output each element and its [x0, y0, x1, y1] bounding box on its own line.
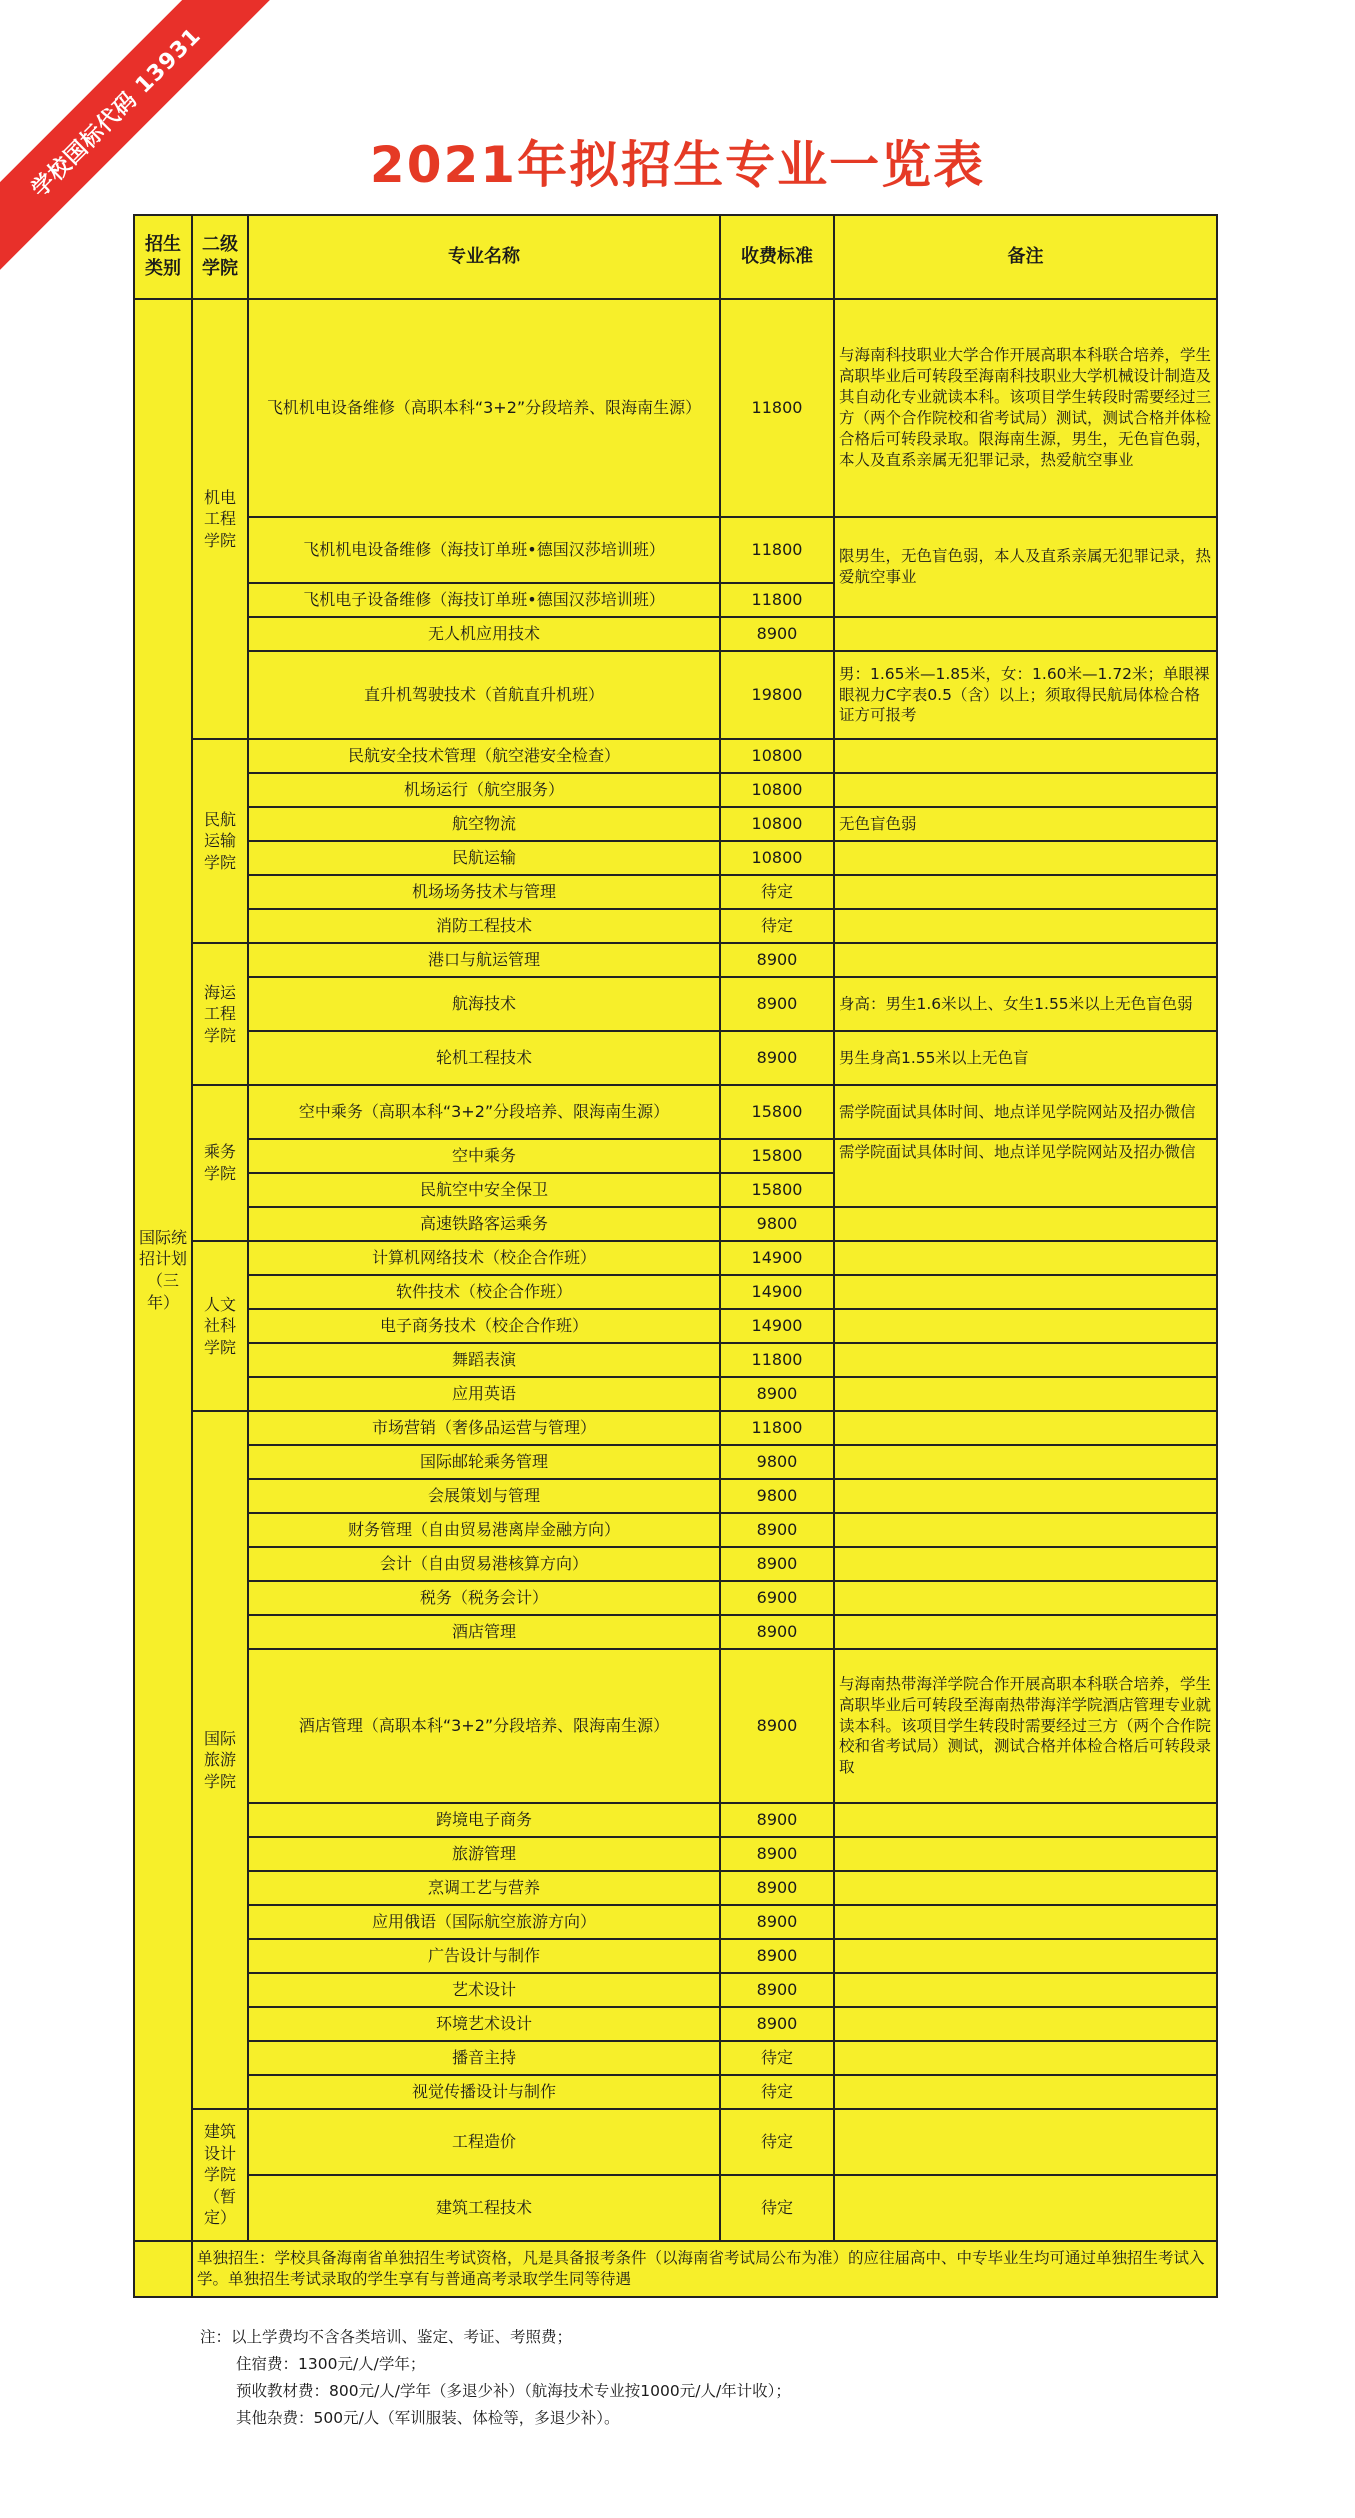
table-row — [134, 977, 1217, 1031]
table-row — [134, 2041, 1217, 2075]
table-row — [134, 841, 1217, 875]
major-cell: 航空物流 — [248, 807, 720, 841]
note-cell — [834, 1905, 1217, 1939]
college-cell: 人文社科学院 — [192, 1241, 248, 1411]
major-cell: 飞机机电设备维修（海技订单班•德国汉莎培训班） — [248, 517, 720, 583]
table-row — [134, 1803, 1217, 1837]
table-row — [134, 1837, 1217, 1871]
note-cell — [834, 909, 1217, 943]
note-cell: 需学院面试具体时间、地点详见学院网站及招办微信 — [834, 1085, 1217, 1139]
note-cell: 男生身高1.55米以上无色盲 — [834, 1031, 1217, 1085]
table-row — [134, 2175, 1217, 2241]
college-cell: 乘务学院 — [192, 1085, 248, 1241]
major-cell: 会展策划与管理 — [248, 1479, 720, 1513]
solo-text: 单独招生：学校具备海南省单独招生考试资格，凡是具备报考条件（以海南省考试局公布为准）的应往届高中、中专毕业生均可通过单独招生考试入学。单独招生考试录取的学生享有与普通高考录取学生同等待遇 — [192, 2241, 1217, 2297]
note-cell — [834, 1207, 1217, 1241]
major-cell: 民航安全技术管理（航空港安全检查） — [248, 739, 720, 773]
note-cell — [834, 2041, 1217, 2075]
fee-cell: 19800 — [720, 651, 834, 739]
fee-cell: 11800 — [720, 299, 834, 517]
major-cell: 轮机工程技术 — [248, 1031, 720, 1085]
table-row — [134, 2075, 1217, 2109]
table-row — [134, 1547, 1217, 1581]
note-cell — [834, 1973, 1217, 2007]
major-cell: 会计（自由贸易港核算方向） — [248, 1547, 720, 1581]
table-row — [134, 909, 1217, 943]
note-cell — [834, 1309, 1217, 1343]
fee-cell: 15800 — [720, 1173, 834, 1207]
major-cell: 艺术设计 — [248, 1973, 720, 2007]
fee-cell: 8900 — [720, 617, 834, 651]
note-cell — [834, 1547, 1217, 1581]
fee-cell: 11800 — [720, 583, 834, 617]
footer-line: 注：以上学费均不含各类培训、鉴定、考证、考照费； — [200, 2328, 573, 2346]
fee-cell: 10800 — [720, 773, 834, 807]
note-cell: 身高：男生1.6米以上、女生1.55米以上无色盲色弱 — [834, 977, 1217, 1031]
major-cell: 计算机网络技术（校企合作班） — [248, 1241, 720, 1275]
major-cell: 应用英语 — [248, 1377, 720, 1411]
fee-cell: 待定 — [720, 875, 834, 909]
note-cell — [834, 1343, 1217, 1377]
fee-cell: 10800 — [720, 807, 834, 841]
fee-cell: 8900 — [720, 977, 834, 1031]
major-cell: 飞机电子设备维修（海技订单班•德国汉莎培训班） — [248, 583, 720, 617]
major-cell: 电子商务技术（校企合作班） — [248, 1309, 720, 1343]
note-cell — [834, 2007, 1217, 2041]
fee-cell: 8900 — [720, 1547, 834, 1581]
note-cell: 限男生，无色盲色弱，本人及直系亲属无犯罪记录，热爱航空事业 — [834, 517, 1217, 617]
table-row — [134, 943, 1217, 977]
note-cell: 男：1.65米—1.85米，女：1.60米—1.72米；单眼裸眼视力C字表0.5（含）以上；须取得民航局体检合格证方可报考 — [834, 651, 1217, 739]
fee-cell: 9800 — [720, 1479, 834, 1513]
fee-cell: 8900 — [720, 1615, 834, 1649]
major-cell: 国际邮轮乘务管理 — [248, 1445, 720, 1479]
note-cell — [834, 1241, 1217, 1275]
solo-row — [134, 2241, 1217, 2297]
fee-cell: 10800 — [720, 841, 834, 875]
fee-cell: 8900 — [720, 1513, 834, 1547]
fee-cell: 14900 — [720, 1275, 834, 1309]
footer-notes — [200, 2324, 791, 2433]
major-cell: 建筑工程技术 — [248, 2175, 720, 2241]
table-row — [134, 739, 1217, 773]
table-row — [134, 1445, 1217, 1479]
table-row — [134, 1085, 1217, 1139]
fee-cell: 9800 — [720, 1207, 834, 1241]
fee-cell: 11800 — [720, 517, 834, 583]
note-cell — [834, 875, 1217, 909]
table-row — [134, 1479, 1217, 1513]
note-cell — [834, 1479, 1217, 1513]
note-cell: 无色盲色弱 — [834, 807, 1217, 841]
fee-cell: 待定 — [720, 2041, 834, 2075]
major-cell: 视觉传播设计与制作 — [248, 2075, 720, 2109]
note-cell — [834, 1275, 1217, 1309]
table-row — [134, 617, 1217, 651]
table-row — [134, 1905, 1217, 1939]
table-row — [134, 875, 1217, 909]
table-row — [134, 1411, 1217, 1445]
major-cell: 机场场务技术与管理 — [248, 875, 720, 909]
fee-cell: 待定 — [720, 2075, 834, 2109]
major-table — [133, 214, 1218, 2298]
table-row — [134, 1031, 1217, 1085]
major-cell: 酒店管理 — [248, 1615, 720, 1649]
note-cell — [834, 1871, 1217, 1905]
note-cell — [834, 739, 1217, 773]
major-cell: 消防工程技术 — [248, 909, 720, 943]
note-cell: 与海南科技职业大学合作开展高职本科联合培养，学生高职毕业后可转段至海南科技职业大学机械设计制造及其自动化专业就读本科。该项目学生转段时需要经过三方（两个合作院校和省考试局）测试，测试合格并体检合格后可转段录取。限海南生源，男生，无色盲色弱，本人及直系亲属无犯罪记录，热爱航空事业 — [834, 299, 1217, 517]
note-cell — [834, 1411, 1217, 1445]
major-cell: 民航空中安全保卫 — [248, 1173, 720, 1207]
major-cell: 跨境电子商务 — [248, 1803, 720, 1837]
fee-cell: 8900 — [720, 1939, 834, 1973]
major-cell: 工程造价 — [248, 2109, 720, 2175]
table-row — [134, 1241, 1217, 1275]
footer-line: 其他杂费：500元/人（军训服装、体检等，多退少补）。 — [236, 2409, 620, 2428]
header-fee: 收费标准 — [720, 215, 834, 299]
header-note: 备注 — [834, 215, 1217, 299]
fee-cell: 8900 — [720, 1031, 834, 1085]
fee-cell: 待定 — [720, 909, 834, 943]
note-cell — [834, 1377, 1217, 1411]
fee-cell: 8900 — [720, 943, 834, 977]
fee-cell: 8900 — [720, 1803, 834, 1837]
table-row — [134, 1207, 1217, 1241]
table-row — [134, 1973, 1217, 2007]
header-category: 招生类别 — [134, 215, 192, 299]
major-cell: 税务（税务会计） — [248, 1581, 720, 1615]
table-row — [134, 299, 1217, 517]
table-row — [134, 1343, 1217, 1377]
college-cell: 建筑设计学院（暂定） — [192, 2109, 248, 2241]
major-cell: 播音主持 — [248, 2041, 720, 2075]
major-cell: 高速铁路客运乘务 — [248, 1207, 720, 1241]
fee-cell: 待定 — [720, 2109, 834, 2175]
major-cell: 港口与航运管理 — [248, 943, 720, 977]
note-cell — [834, 1837, 1217, 1871]
fee-cell: 15800 — [720, 1139, 834, 1173]
fee-cell: 8900 — [720, 1377, 834, 1411]
major-cell: 财务管理（自由贸易港离岸金融方向） — [248, 1513, 720, 1547]
fee-cell: 8900 — [720, 1871, 834, 1905]
note-cell — [834, 2175, 1217, 2241]
table-row — [134, 2007, 1217, 2041]
table-row — [134, 1871, 1217, 1905]
fee-cell: 8900 — [720, 1905, 834, 1939]
note-cell — [834, 943, 1217, 977]
major-cell: 空中乘务（高职本科“3+2”分段培养、限海南生源） — [248, 1085, 720, 1139]
note-cell: 需学院面试具体时间、地点详见学院网站及招办微信 — [834, 1139, 1217, 1207]
college-cell: 国际旅游学院 — [192, 1411, 248, 2109]
major-cell: 广告设计与制作 — [248, 1939, 720, 1973]
table-row — [134, 1649, 1217, 1803]
fee-cell: 8900 — [720, 1973, 834, 2007]
table-row — [134, 1939, 1217, 1973]
major-cell: 旅游管理 — [248, 1837, 720, 1871]
note-cell — [834, 1803, 1217, 1837]
header-row — [134, 215, 1217, 299]
table-row — [134, 807, 1217, 841]
note-cell — [834, 773, 1217, 807]
note-cell — [834, 2109, 1217, 2175]
footer-line: 住宿费：1300元/人/学年； — [236, 2355, 426, 2374]
category-cell: 国际统招计划（三年） — [134, 299, 192, 2241]
table-row — [134, 1513, 1217, 1547]
fee-cell: 14900 — [720, 1241, 834, 1275]
major-cell: 烹调工艺与营养 — [248, 1871, 720, 1905]
fee-cell: 8900 — [720, 2007, 834, 2041]
fee-cell: 15800 — [720, 1085, 834, 1139]
note-cell — [834, 1615, 1217, 1649]
table-row — [134, 651, 1217, 739]
fee-cell: 6900 — [720, 1581, 834, 1615]
college-cell: 民航运输学院 — [192, 739, 248, 943]
table-row — [134, 1581, 1217, 1615]
header-college: 二级学院 — [192, 215, 248, 299]
footer-line: 预收教材费：800元/人/学年（多退少补）（航海技术专业按1000元/人/年计收）； — [236, 2382, 791, 2401]
note-cell: 与海南热带海洋学院合作开展高职本科联合培养，学生高职毕业后可转段至海南热带海洋学院酒店管理专业就读本科。该项目学生转段时需要经过三方（两个合作院校和省考试局）测试，测试合格并体检合格后可转段录取 — [834, 1649, 1217, 1803]
major-cell: 无人机应用技术 — [248, 617, 720, 651]
fee-cell: 11800 — [720, 1343, 834, 1377]
major-cell: 应用俄语（国际航空旅游方向） — [248, 1905, 720, 1939]
table-row — [134, 1275, 1217, 1309]
major-cell: 飞机机电设备维修（高职本科“3+2”分段培养、限海南生源） — [248, 299, 720, 517]
major-cell: 航海技术 — [248, 977, 720, 1031]
table-row — [134, 517, 1217, 583]
major-cell: 软件技术（校企合作班） — [248, 1275, 720, 1309]
fee-cell: 待定 — [720, 2175, 834, 2241]
major-cell: 市场营销（奢侈品运营与管理） — [248, 1411, 720, 1445]
major-cell: 民航运输 — [248, 841, 720, 875]
note-cell — [834, 1445, 1217, 1479]
major-cell: 空中乘务 — [248, 1139, 720, 1173]
major-cell: 机场运行（航空服务） — [248, 773, 720, 807]
fee-cell: 11800 — [720, 1411, 834, 1445]
table-row — [134, 1139, 1217, 1173]
note-cell — [834, 617, 1217, 651]
college-cell: 海运工程学院 — [192, 943, 248, 1085]
fee-cell: 9800 — [720, 1445, 834, 1479]
fee-cell: 10800 — [720, 739, 834, 773]
fee-cell: 8900 — [720, 1837, 834, 1871]
note-cell — [834, 1939, 1217, 1973]
college-cell: 机电工程学院 — [192, 299, 248, 739]
note-cell — [834, 1513, 1217, 1547]
table-row — [134, 773, 1217, 807]
table-row — [134, 1377, 1217, 1411]
table-row — [134, 1309, 1217, 1343]
solo-empty-cell — [134, 2241, 192, 2297]
page-title: 2021年拟招生专业一览表 — [369, 136, 986, 194]
major-cell: 直升机驾驶技术（首航直升机班） — [248, 651, 720, 739]
table-row — [134, 2109, 1217, 2175]
major-cell: 舞蹈表演 — [248, 1343, 720, 1377]
table-row — [134, 1615, 1217, 1649]
school-code-ribbon: 学校国标代码 13931 — [0, 0, 285, 281]
header-major: 专业名称 — [248, 215, 720, 299]
note-cell — [834, 841, 1217, 875]
note-cell — [834, 2075, 1217, 2109]
major-cell: 环境艺术设计 — [248, 2007, 720, 2041]
note-cell — [834, 1581, 1217, 1615]
major-cell: 酒店管理（高职本科“3+2”分段培养、限海南生源） — [248, 1649, 720, 1803]
fee-cell: 8900 — [720, 1649, 834, 1803]
fee-cell: 14900 — [720, 1309, 834, 1343]
